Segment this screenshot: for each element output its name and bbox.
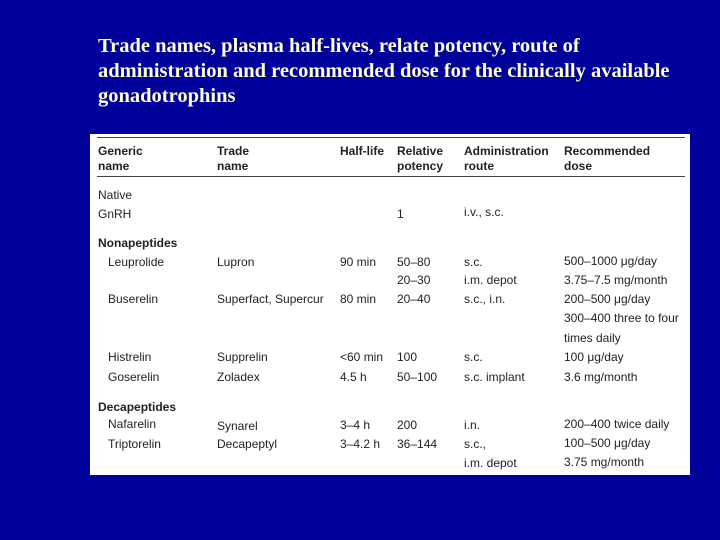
row-1-route: i.v., s.c. <box>464 205 504 219</box>
row-4-dose: 3.75–7.5 mg/month <box>564 273 668 287</box>
row-9-generic: Goserelin <box>108 370 160 384</box>
row-8-generic: Histrelin <box>108 350 152 364</box>
row-11-potency: 200 <box>397 418 418 432</box>
section-decapeptides: Decapeptides <box>98 400 177 414</box>
row-9-trade: Zoladex <box>217 370 260 384</box>
header-trade: Trade <box>217 144 250 158</box>
row-9-potency: 50–100 <box>397 370 438 384</box>
header-route-2: route <box>464 159 494 173</box>
row-12-trade: Decapeptyl <box>217 437 278 451</box>
row-4-potency: 20–30 <box>397 273 431 287</box>
table-top-rule <box>97 137 685 138</box>
row-11-generic: Nafarelin <box>108 417 157 431</box>
row-13-route: i.m. depot <box>464 456 517 470</box>
header-trade-2: name <box>217 159 249 173</box>
row-11-halflife: 3–4 h <box>340 418 371 432</box>
row-1-potency: 1 <box>397 207 404 221</box>
row-1-generic: GnRH <box>98 207 132 221</box>
row-8-potency: 100 <box>397 350 418 364</box>
row-8-halflife: <60 min <box>340 350 384 364</box>
row-3-potency: 50–80 <box>397 255 431 269</box>
row-7-dose: times daily <box>564 331 621 345</box>
row-9-route: s.c. implant <box>464 370 525 384</box>
row-5-trade: Superfact, Supercur <box>217 292 324 306</box>
row-3-trade: Lupron <box>217 255 255 269</box>
header-potency-2: potency <box>397 159 444 173</box>
row-11-dose: 200–400 twice daily <box>564 417 670 431</box>
header-potency: Relative <box>397 144 444 158</box>
header-dose: Recommended <box>564 144 651 158</box>
row-6-dose: 300–400 three to four <box>564 311 679 325</box>
row-11-route: i.n. <box>464 418 481 432</box>
row-5-dose: 200–500 μg/day <box>564 292 651 306</box>
header-generic-2: name <box>98 159 130 173</box>
row-12-dose: 100–500 μg/day <box>564 436 651 450</box>
table-header-rule <box>97 176 685 177</box>
slide-title: Trade names, plasma half-lives, relate potency, route of administration and recommended dose for the clinically available gonadotrophins <box>98 35 670 107</box>
row-5-generic: Buserelin <box>108 292 159 306</box>
row-5-halflife: 80 min <box>340 292 377 306</box>
row-5-route: s.c., i.n. <box>464 292 506 306</box>
row-3-dose: 500–1000 μg/day <box>564 254 657 268</box>
row-12-generic: Triptorelin <box>108 437 161 451</box>
row-9-dose: 3.6 mg/month <box>564 370 638 384</box>
header-halflife: Half-life <box>340 144 385 158</box>
row-5-potency: 20–40 <box>397 292 431 306</box>
header-generic: Generic <box>98 144 143 158</box>
row-3-halflife: 90 min <box>340 255 377 269</box>
row-13-dose: 3.75 mg/month <box>564 455 645 469</box>
row-8-route: s.c. <box>464 350 483 364</box>
gonadotrophin-table <box>90 134 690 475</box>
row-12-halflife: 3–4.2 h <box>340 437 381 451</box>
row-11-trade: Synarel <box>217 419 258 433</box>
row-8-trade: Supprelin <box>217 350 268 364</box>
row-12-potency: 36–144 <box>397 437 438 451</box>
row-12-route: s.c., <box>464 437 487 451</box>
row-3-generic: Leuprolide <box>108 255 165 269</box>
row-0-generic: Native <box>98 188 133 202</box>
row-3-route: s.c. <box>464 255 483 269</box>
row-4-route: i.m. depot <box>464 273 517 287</box>
header-route: Administration <box>464 144 549 158</box>
row-9-halflife: 4.5 h <box>340 370 367 384</box>
header-dose-2: dose <box>564 159 593 173</box>
row-8-dose: 100 μg/day <box>564 350 624 364</box>
section-nonapeptides: Nonapeptides <box>98 236 178 250</box>
